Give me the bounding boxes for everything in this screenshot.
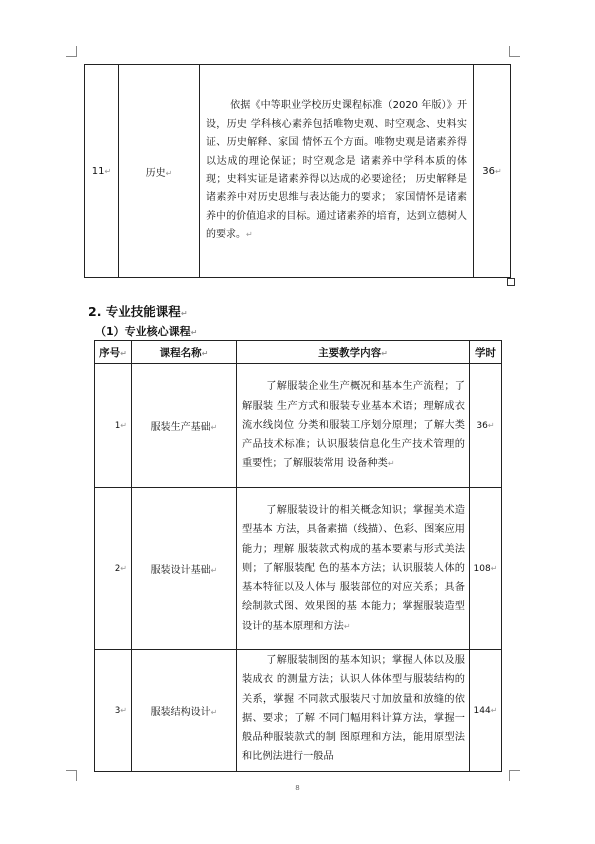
margin-corner-top-right (509, 46, 520, 57)
course-name: 服装生产基础↵ (132, 364, 237, 488)
table-row (95, 650, 502, 772)
course-hours: 144↵ (470, 650, 502, 772)
course-name: 服装结构设计↵ (132, 650, 237, 772)
page-number: 8 (295, 784, 300, 792)
margin-corner-bottom-right (509, 770, 520, 781)
course-hours: 108↵ (470, 488, 502, 650)
history-course-table (84, 64, 511, 278)
subsection-title: （1）专业核心课程↵ (95, 325, 198, 338)
course-content: 依据《中等职业学校历史课程标准（2020 年版）》开设，历史 学科核心素养包括唯物史观、时空观念、史料实证、历史解释、家国 情怀五个方面。唯物史观是诸素养得以达成的理论保证；时空观念是 诸素养中学科本质的体现；史料实证是诸素养得以达成的必要途径； 历史解释是诸素养中对历史思维与表达能力的要求； 家国情怀是诸素 养中的价值追求的目标。通过诸素养的培育，达到立德树人的要求。↵ (200, 65, 474, 278)
table-row (95, 488, 502, 650)
header-content: 主要教学内容↵ (237, 341, 470, 364)
course-content: 了解服装设计的相关概念知识；掌握美术造型基本 方法，具备素描（线描）、色彩、图案应用能力；理解 服装款式构成的基本要素与形式美法则；了解服装配 色的基本方法；认识服装人体的基本特征以及人体与 服装部位的对应关系；具备绘制款式图、效果图的基 本能力；掌握服装造型设计的基本原理和方法↵ (237, 488, 470, 650)
header-name: 课程名称↵ (132, 341, 237, 364)
header-hours: 学时 (470, 341, 502, 364)
margin-corner-top-left (66, 46, 77, 57)
course-hours: 36↵ (474, 65, 511, 278)
core-course-table (94, 340, 502, 772)
table-row (85, 65, 511, 278)
course-content: 了解服装制图的基本知识；掌握人体以及服装成衣 的测量方法；认识人体体型与服装结构的关系，掌握 不同款式服装尺寸加放量和放缝的依据、要求；了解 不同门幅用料计算方法，掌握一般品种服装款式的制 图原理和方法，能用原型法和比例法进行一般品 (237, 650, 470, 772)
course-number: 11↵ (85, 65, 119, 278)
table-header-row (95, 341, 502, 364)
course-number: 2↵ (95, 488, 132, 650)
table-row (95, 364, 502, 488)
course-number: 3↵ (95, 650, 132, 772)
header-number: 序号↵ (95, 341, 132, 364)
course-content: 了解服装企业生产概况和基本生产流程；了解服装 生产方式和服装专业基本术语；理解成衣流水线岗位 分类和服装工序划分原理；了解大类产品技术标准；认识服装信息化生产技术管理的重要性；了解服装常用 设备种类↵ (237, 364, 470, 488)
course-hours: 36↵ (470, 364, 502, 488)
margin-corner-bottom-left (66, 770, 77, 781)
table-resize-handle[interactable] (507, 278, 515, 286)
course-number: 1↵ (95, 364, 132, 488)
section-title: 2. 专业技能课程↵ (88, 304, 188, 319)
course-name: 服装设计基础↵ (132, 488, 237, 650)
course-name: 历史↵ (119, 65, 200, 278)
